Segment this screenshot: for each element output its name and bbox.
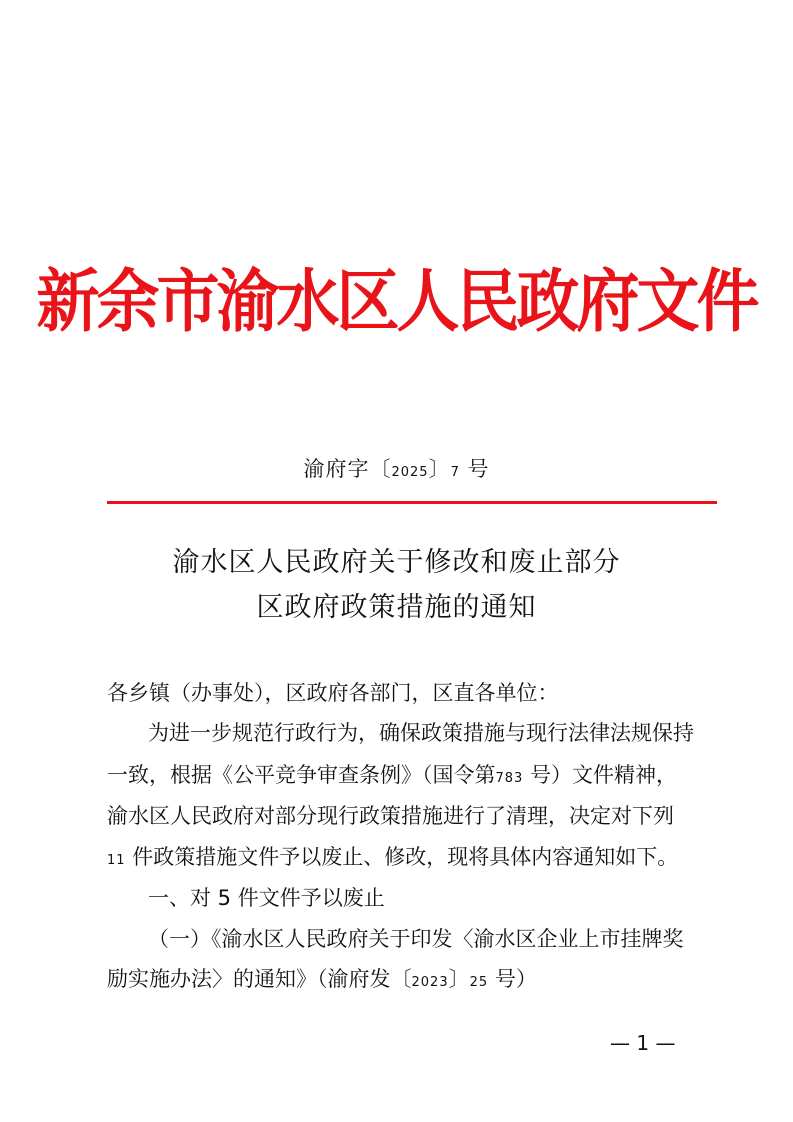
item-1-line-2-mid: 〕 bbox=[448, 967, 470, 991]
paragraph-1-line-4 bbox=[107, 842, 678, 876]
document-title-line-1: 渝水区人民政府关于修改和废止部分 bbox=[172, 547, 621, 578]
doc-number-year: 2025 bbox=[391, 465, 429, 480]
doc-number-middle: 〕 bbox=[428, 457, 451, 481]
paragraph-1-line-2 bbox=[107, 760, 677, 794]
doc-number-prefix: 渝府字〔 bbox=[303, 457, 392, 481]
doc-number-suffix: 号 bbox=[459, 457, 490, 481]
red-separator-line bbox=[107, 501, 717, 504]
item-1-line-2-text-a: 励实施办法〉的通知》（渝府发〔 bbox=[107, 967, 412, 991]
paragraph-1-line-4-text: 件政策措施文件予以废止、修改，现将具体内容通知如下。 bbox=[125, 845, 679, 869]
paragraph-1-line-2-text-a: 一致，根据《公平竞争审查条例》（国令第 bbox=[107, 763, 496, 787]
item-1-line-2 bbox=[107, 964, 537, 998]
document-number bbox=[0, 455, 793, 487]
document-title-line-2: 区政府政策措施的通知 bbox=[256, 592, 537, 623]
page-number: — 1 — bbox=[610, 1031, 676, 1055]
salutation: 各乡镇（办事处），区政府各部门，区直各单位： bbox=[107, 681, 559, 705]
doc-number-value: 7 bbox=[450, 465, 460, 480]
paragraph-1-line-3: 渝水区人民政府对部分现行政策措施进行了清理，决定对下列 bbox=[107, 804, 674, 828]
issuer-header-title: 新余市渝水区人民政府文件 bbox=[36, 261, 757, 342]
section-1-heading: 一、对 5 件文件予以废止 bbox=[148, 886, 385, 910]
document-count: 11 bbox=[107, 853, 126, 868]
item-1-line-1: （一）《渝水区人民政府关于印发〈渝水区企业上市挂牌奖 bbox=[148, 927, 684, 951]
paragraph-1-line-1: 为进一步规范行政行为，确保政策措施与现行法律法规保持 bbox=[148, 721, 694, 745]
paragraph-1-line-2-text-b: 号）文件精神， bbox=[523, 763, 678, 787]
item-1-number: 25 bbox=[469, 975, 489, 990]
item-1-line-2-text-b: 号） bbox=[488, 967, 537, 991]
decree-number: 783 bbox=[495, 771, 524, 786]
item-1-year: 2023 bbox=[411, 975, 449, 990]
